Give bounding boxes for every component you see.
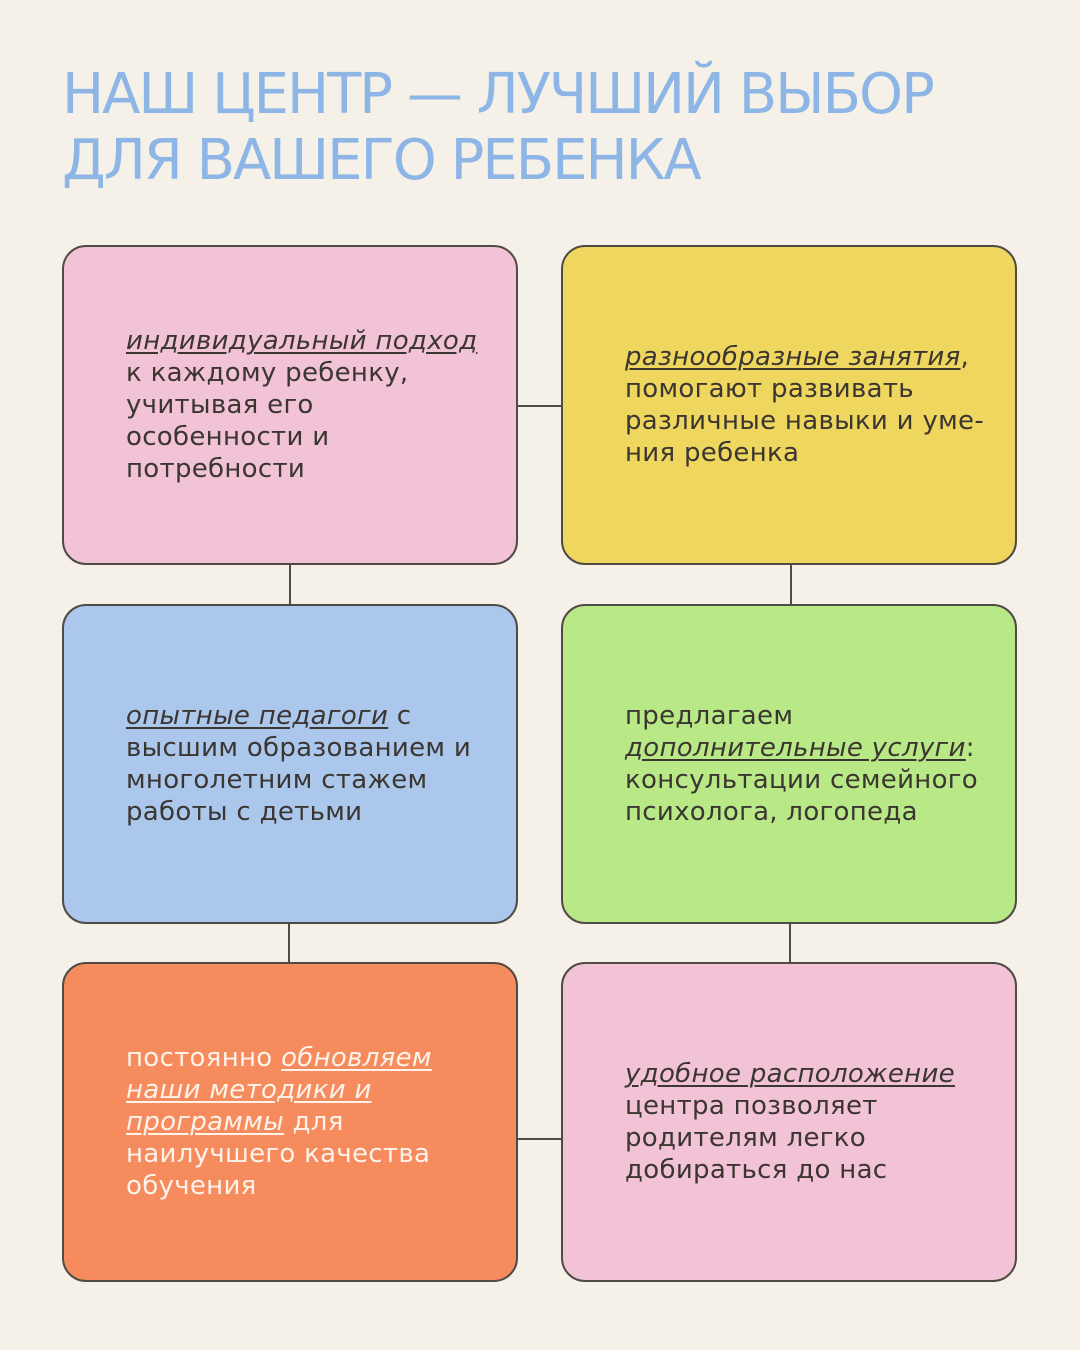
feature-description: к каждому ребенку, учитывая его особенности и потребности: [126, 358, 409, 484]
connector-card4-card6: [789, 924, 791, 962]
connector-card1-card3: [289, 565, 291, 604]
connector-card1-card2: [518, 405, 561, 407]
feature-description: , помогают развивать различные навыки и уме-ния ребенка: [625, 342, 985, 468]
feature-card-text: [126, 700, 486, 828]
feature-card-individual-approach: [62, 245, 518, 565]
feature-card-various-classes: [561, 245, 1017, 565]
feature-card-text: [625, 700, 985, 828]
feature-highlight: обновляем наши методики и программы: [126, 1043, 432, 1137]
feature-prefix: предлагаем: [625, 701, 794, 731]
feature-highlight: удобное расположение: [625, 1059, 955, 1089]
feature-highlight: индивидуальный подход: [126, 326, 478, 356]
connector-card2-card4: [790, 565, 792, 604]
feature-card-text: [625, 341, 985, 469]
feature-description: : консультации семейного психолога, логопеда: [625, 733, 978, 827]
feature-card-experienced-teachers: [62, 604, 518, 924]
feature-description: для наилучшего качества обучения: [126, 1107, 431, 1201]
feature-card-text: [625, 1058, 985, 1186]
feature-description: центра позволяет родителям легко добираться до нас: [625, 1091, 888, 1185]
feature-highlight: дополнительные услуги: [625, 733, 966, 763]
feature-description: с высшим образованием и многолетним стажем работы с детьми: [126, 701, 472, 827]
feature-prefix: постоянно: [126, 1043, 282, 1073]
feature-card-additional-services: [561, 604, 1017, 924]
feature-card-updated-methods: [62, 962, 518, 1282]
page-title: [62, 62, 1042, 194]
feature-card-text: [126, 325, 486, 485]
feature-highlight: разнообразные занятия: [625, 342, 961, 372]
page-title-line-1: НАШ ЦЕНТР — ЛУЧШИЙ ВЫБОР: [62, 62, 933, 127]
connector-card5-card6: [518, 1138, 561, 1140]
feature-card-text: [126, 1042, 486, 1202]
feature-highlight: опытные педагоги: [126, 701, 389, 731]
feature-card-convenient-location: [561, 962, 1017, 1282]
page-title-line-2: ДЛЯ ВАШЕГО РЕБЕНКА: [62, 128, 700, 193]
connector-card3-card5: [288, 924, 290, 962]
